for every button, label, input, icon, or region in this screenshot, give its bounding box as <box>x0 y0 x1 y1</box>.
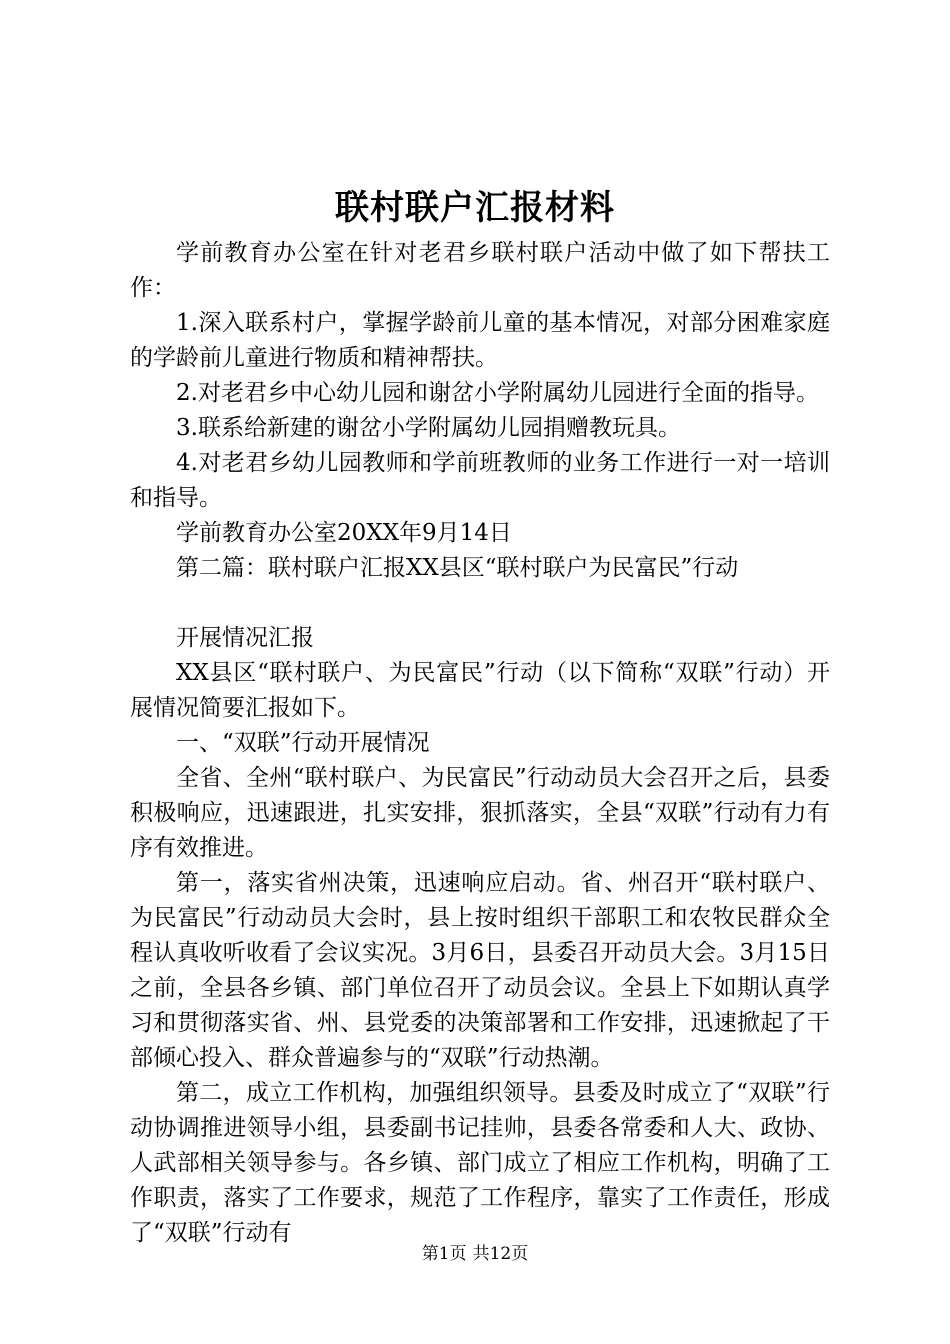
paragraph-item-4: 4.对老君乡幼儿园教师和学前班教师的业务工作进行一对一培训和指导。 <box>130 450 830 511</box>
paragraph-section-heading: 一、“双联”行动开展情况 <box>176 730 430 756</box>
paragraph-second-point: 第二，成立工作机构，加强组织领导。县委及时成立了“双联”行动协调推进领导小组，县委副书记挂帅，县委各常委和人大、政协、人武部相关领导参与。各乡镇、部门成立了相应工作机构，明确了工作职责，落实了工作要求，规范了工作程序，靠实了工作责任，形成了“双联”行动有 <box>130 1080 830 1246</box>
paragraph-item-1: 1.深入联系村户，掌握学龄前儿童的基本情况，对部分困难家庭的学龄前儿童进行物质和精神帮扶。 <box>130 310 830 371</box>
paragraph-overview: 全省、全州“联村联户、为民富民”行动动员大会召开之后，县委积极响应，迅速跟进，扎实安排，狠抓落实，全县“双联”行动有力有序有效推进。 <box>130 765 830 861</box>
page-total: 共12页 <box>472 1244 529 1264</box>
paragraph-signature: 学前教育办公室20XX年9月14日 <box>176 520 512 546</box>
paragraph-item-2: 2.对老君乡中心幼儿园和谢岔小学附属幼儿园进行全面的指导。 <box>176 380 819 406</box>
paragraph-report-intro: XX县区“联村联户、为民富民”行动（以下简称“双联”行动）开展情况简要汇报如下。 <box>130 660 830 721</box>
document-title: 联村联户汇报材料 <box>335 188 615 228</box>
paragraph-intro: 学前教育办公室在针对老君乡联村联户活动中做了如下帮扶工作： <box>130 240 830 301</box>
page-number: 第1页 <box>421 1244 467 1264</box>
paragraph-report-heading: 开展情况汇报 <box>176 625 314 651</box>
paragraph-item-3: 3.联系给新建的谢岔小学附属幼儿园捐赠教玩具。 <box>176 415 681 441</box>
document-body <box>130 236 830 1251</box>
paragraph-first-point: 第一，落实省州决策，迅速响应启动。省、州召开“联村联户、为民富民”行动动员大会时，县上按时组织干部职工和农牧民群众全程认真收听收看了会议实况。3月6日，县委召开动员大会。3月15日之前，全县各乡镇、部门单位召开了动员会议。全县上下如期认真学习和贯彻落实省、州、县党委的决策部署和工作安排，迅速掀起了干部倾心投入、群众普遍参与的“双联”行动热潮。 <box>130 870 830 1071</box>
paragraph-second-article-heading: 第二篇：联村联户汇报XX县区“联村联户为民富民”行动 <box>176 555 739 581</box>
page-footer <box>0 1242 950 1266</box>
